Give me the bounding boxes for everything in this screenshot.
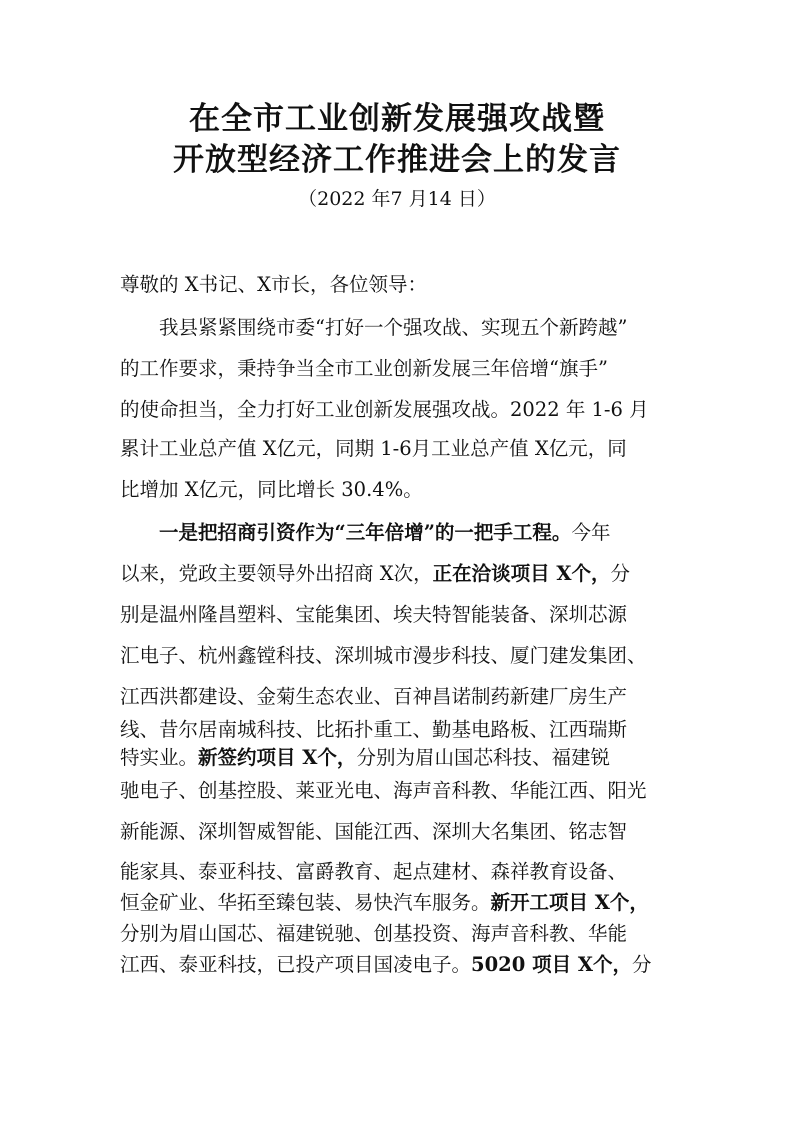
paragraph-1-line-3: 的使命担当，全力打好工业创新发展强攻战。2022 年 1-6 月 [120,398,649,421]
text-run: 特实业。 [120,746,199,769]
paragraph-1-line-1: 我县紧紧围绕市委“打好一个强攻战、实现五个新跨越” [120,316,628,339]
paragraph-2-line-5: 江西洪都建设、金菊生态农业、百神昌诺制药新建厂房生产 [120,685,628,708]
text-run: 分 [610,562,631,585]
paragraph-2-line-13 [120,951,680,979]
paragraph-2-line-11 [120,889,680,917]
paragraph-2-line-1 [120,519,680,547]
paragraph-1-line-5: 比增加 X亿元，同比增长 30.4%。 [120,478,423,501]
paragraph-1-line-4: 累计工业总产值 X亿元，同期 1-6月工业总产值 X亿元，同 [120,437,627,460]
text-run: 今年 [571,521,611,544]
paragraph-1-line-2: 的工作要求，秉持争当全市工业创新发展三年倍增“旗手” [120,357,608,380]
text-run: 江西、泰亚科技，已投产项目国凌电子。 [120,953,472,976]
document-title-line-1: 在全市工业创新发展强攻战暨 [189,101,605,137]
paragraph-2-line-4: 汇电子、杭州鑫镗科技、深圳城市漫步科技、厦门建发集团、 [120,644,647,667]
paragraph-2-line-7 [120,744,680,772]
bold-run: 5020 项目 X个， [471,953,632,976]
text-run: 恒金矿业、华拓至臻包装、易快汽车服务。 [120,891,491,914]
bold-run: 正在洽谈项目 X个， [432,562,611,585]
bold-run: 新签约项目 X个， [198,746,357,769]
text-run: 分别为眉山国芯科技、福建锐 [356,746,610,769]
paragraph-2-line-6: 线、昔尔居南城科技、比拓扑重工、勤基电路板、江西瑞斯 [120,718,628,741]
paragraph-2-line-3: 别是温州隆昌塑料、宝能集团、埃夫特智能装备、深圳芯源 [120,603,628,626]
paragraph-2-line-2 [120,560,680,588]
text-run: 分 [632,953,652,976]
paragraph-2-line-10: 能家具、泰亚科技、富爵教育、起点建材、森祥教育设备、 [120,860,628,883]
paragraph-2-line-12: 分别为眉山国芯、福建锐驰、创基投资、海声音科教、华能 [120,922,628,945]
paragraph-2-line-8: 驰电子、创基控股、莱亚光电、海声音科教、华能江西、阳光 [120,779,647,802]
paragraph-2-line-9: 新能源、深圳智威智能、国能江西、深圳大名集团、铭志智 [120,820,628,843]
text-run: 以来，党政主要领导外出招商 X次， [120,562,433,585]
document-title-line-2: 开放型经济工作推进会上的发言 [173,142,621,178]
bold-run: 新开工项目 X个， [490,891,649,914]
document-date: （2022 年7 月14 日） [298,188,496,210]
section-heading: 一是把招商引资作为“三年倍增”的一把手工程。 [120,521,572,544]
salutation: 尊敬的 X书记、X市长，各位领导： [120,273,427,296]
